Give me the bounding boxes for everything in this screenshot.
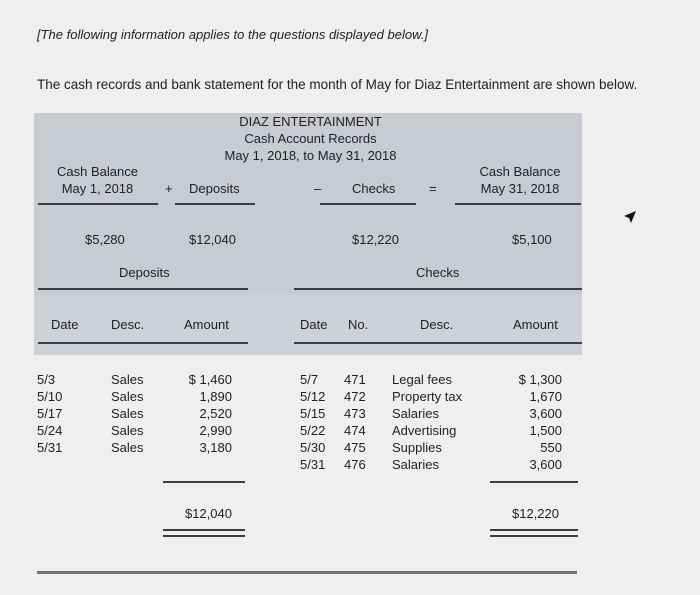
checks-total-rule <box>490 481 578 483</box>
checks-col-amount: Amount <box>513 317 558 332</box>
deposits-double-rule-bottom <box>163 535 245 537</box>
deposit-amount-cell: 2,520 <box>199 406 232 421</box>
deposits-total-rule <box>163 481 245 483</box>
deposits-header-rule <box>38 342 248 344</box>
deposits-col-desc: Desc. <box>111 317 145 332</box>
lead-sentence: The cash records and bank statement for the month of May for Diaz Entertainment are shown below. <box>37 77 638 92</box>
checks-col-date: Date <box>300 317 328 332</box>
checks-underline <box>320 203 416 205</box>
ending-balance-value: $5,100 <box>512 232 552 247</box>
checks-section-rule <box>294 288 582 290</box>
deposit-amount-cell: 2,990 <box>199 423 232 438</box>
deposits-summary-label: Deposits <box>189 181 240 196</box>
equals-sign: = <box>429 181 437 196</box>
deposits-col-amount: Amount <box>184 317 229 332</box>
beginning-balance-value: $5,280 <box>85 232 125 247</box>
deposit-desc-cell: Sales <box>111 372 144 387</box>
check-date-cell: 5/30 <box>300 440 326 455</box>
beginning-underline <box>38 203 158 205</box>
ending-underline <box>455 203 581 205</box>
check-amount-cell: 1,500 <box>529 423 562 438</box>
beginning-balance-date: May 1, 2018 <box>61 181 134 196</box>
deposit-date-cell: 5/3 <box>37 372 56 387</box>
checks-summary-label: Checks <box>352 181 396 196</box>
check-desc-cell: Property tax <box>392 389 463 404</box>
deposit-date-cell: 5/17 <box>37 406 63 421</box>
deposit-amount-cell: $ 1,460 <box>188 372 232 387</box>
report-title: Cash Account Records <box>244 131 377 146</box>
checks-double-rule-top <box>490 529 578 531</box>
deposits-summary-value: $12,040 <box>189 232 236 247</box>
checks-header-rule <box>294 342 582 344</box>
check-date-cell: 5/31 <box>300 457 326 472</box>
check-date-cell: 5/7 <box>300 372 319 387</box>
deposit-amount-cell: 1,890 <box>199 389 232 404</box>
deposit-desc-cell: Sales <box>111 406 144 421</box>
check-desc-cell: Salaries <box>392 457 439 472</box>
deposit-date-cell: 5/31 <box>37 440 63 455</box>
deposits-section-rule <box>38 288 248 290</box>
deposits-underline <box>175 203 255 205</box>
deposits-section-label: Deposits <box>119 265 170 280</box>
deposits-double-rule-top <box>163 529 245 531</box>
check-date-cell: 5/15 <box>300 406 326 421</box>
bottom-border <box>37 571 577 574</box>
minus-sign: – <box>314 181 322 196</box>
check-desc-cell: Legal fees <box>392 372 452 387</box>
check-amount-cell: 3,600 <box>529 406 562 421</box>
check-amount-cell: 3,600 <box>529 457 562 472</box>
company-name: DIAZ ENTERTAINMENT <box>239 114 382 129</box>
mouse-pointer-icon <box>623 210 637 224</box>
checks-col-desc: Desc. <box>420 317 454 332</box>
checks-total: $12,220 <box>512 506 559 521</box>
check-desc-cell: Salaries <box>392 406 439 421</box>
deposits-col-date: Date <box>51 317 79 332</box>
check-amount-cell: $ 1,300 <box>518 372 562 387</box>
deposit-desc-cell: Sales <box>111 389 144 404</box>
checks-section-label: Checks <box>416 265 460 280</box>
beginning-balance-label: Cash Balance <box>57 164 138 179</box>
report-period: May 1, 2018, to May 31, 2018 <box>224 148 397 163</box>
plus-sign: + <box>165 181 173 196</box>
check-desc-cell: Advertising <box>392 423 457 438</box>
check-amount-cell: 1,670 <box>529 389 562 404</box>
checks-summary-value: $12,220 <box>352 232 399 247</box>
deposit-date-cell: 5/10 <box>37 389 63 404</box>
intro-note: [The following information applies to the questions displayed below.] <box>37 27 428 42</box>
check-no-cell: 474 <box>344 423 366 438</box>
checks-col-no: No. <box>348 317 369 332</box>
check-desc-cell: Supplies <box>392 440 442 455</box>
ending-balance-date: May 31, 2018 <box>480 181 560 196</box>
check-amount-cell: 550 <box>540 440 562 455</box>
check-date-cell: 5/12 <box>300 389 326 404</box>
check-no-cell: 475 <box>344 440 366 455</box>
checks-double-rule-bottom <box>490 535 578 537</box>
check-no-cell: 472 <box>344 389 366 404</box>
check-no-cell: 476 <box>344 457 366 472</box>
deposit-desc-cell: Sales <box>111 423 144 438</box>
check-no-cell: 471 <box>344 372 366 387</box>
check-date-cell: 5/22 <box>300 423 326 438</box>
check-no-cell: 473 <box>344 406 366 421</box>
deposit-date-cell: 5/24 <box>37 423 63 438</box>
ending-balance-label: Cash Balance <box>479 164 561 179</box>
deposit-amount-cell: 3,180 <box>199 440 232 455</box>
deposits-total: $12,040 <box>185 506 232 521</box>
deposit-desc-cell: Sales <box>111 440 144 455</box>
